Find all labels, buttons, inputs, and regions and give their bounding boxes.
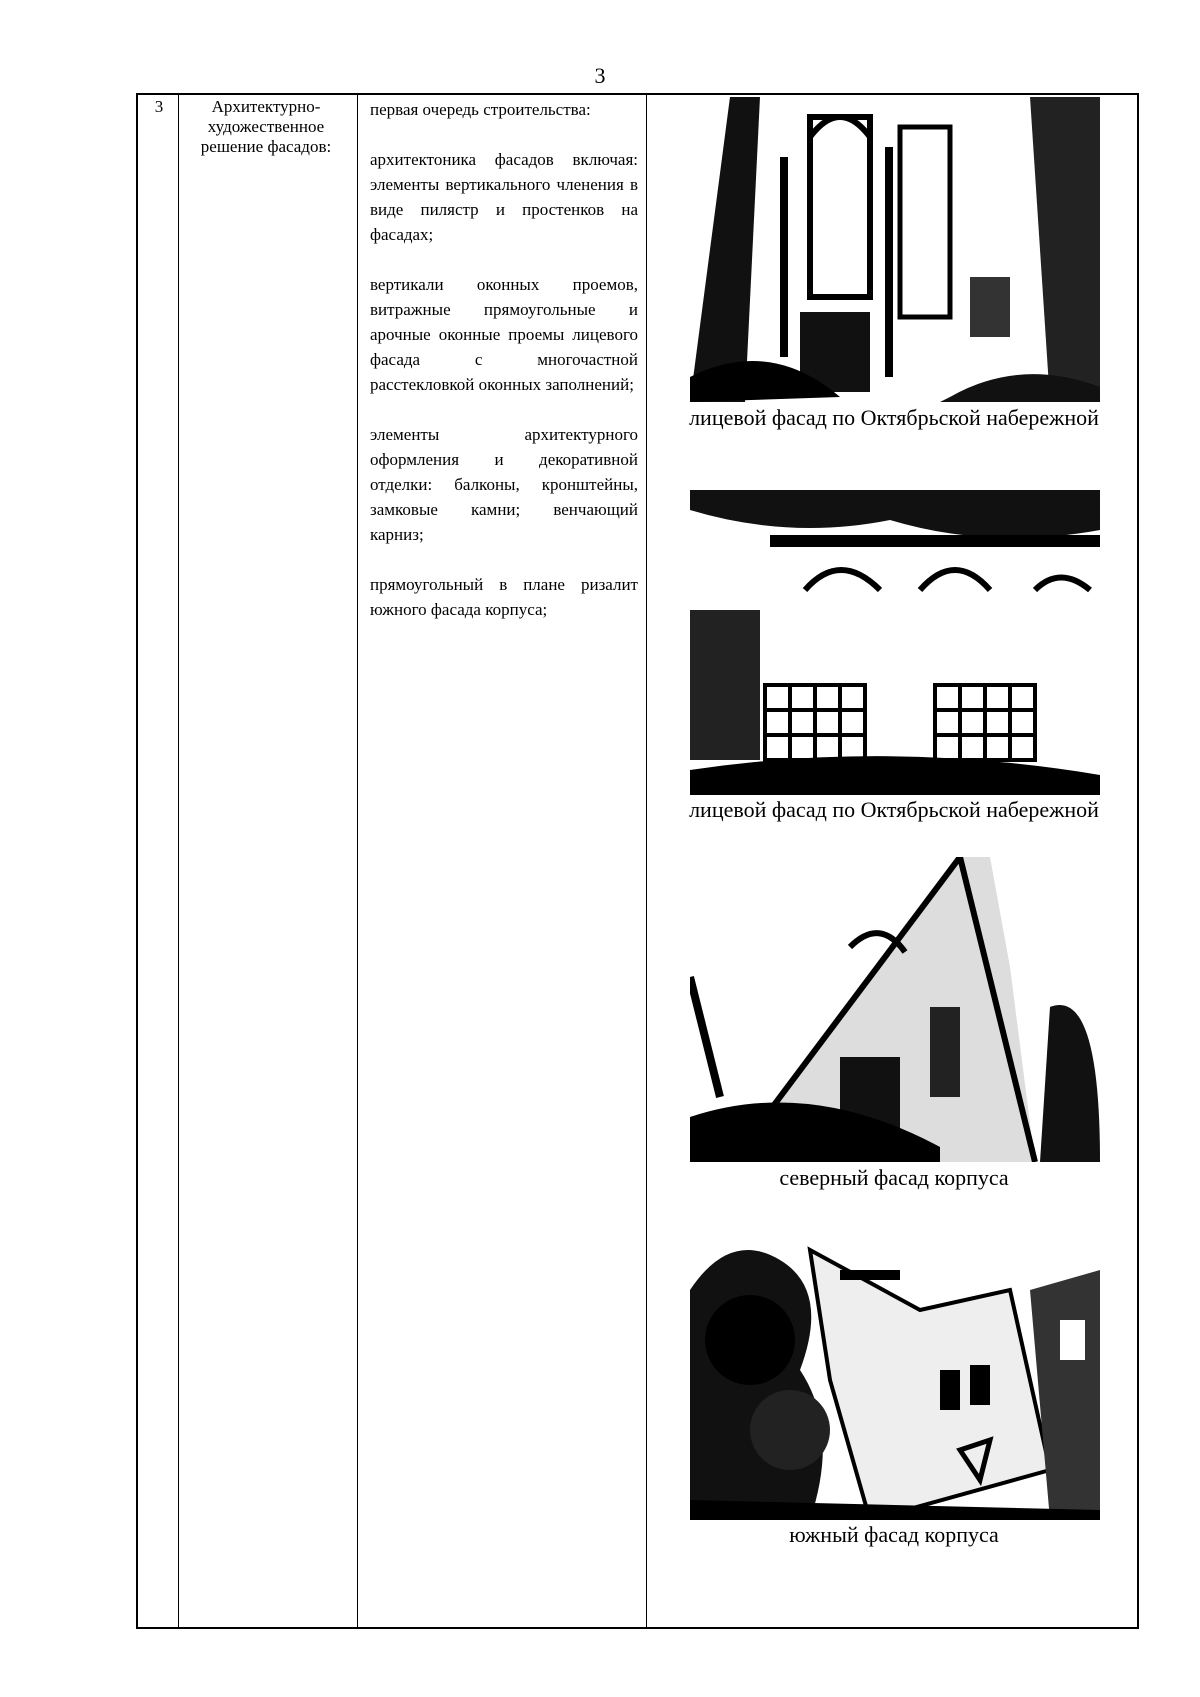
facade-photo [690, 97, 1100, 402]
description-paragraph: архитектоника фасадов включая: элементы вертикального членения в виде пилястр и простенков на фасадах; [370, 150, 638, 244]
description [370, 97, 638, 647]
photo-caption: южный фасад корпуса [789, 1522, 999, 1547]
section-name [180, 97, 352, 157]
row-number: 3 [154, 97, 164, 116]
section-name-line: Архитектурно- [211, 97, 321, 116]
page-number: 3 [594, 63, 606, 88]
section-name-line: художественное [207, 117, 325, 136]
photo-caption: северный фасад корпуса [779, 1165, 1009, 1190]
facade-photo [690, 857, 1100, 1162]
description-paragraph: прямоугольный в плане ризалит южного фасада корпуса; [370, 575, 638, 619]
description-paragraph: вертикали оконных проемов, витражные прямоугольные и арочные оконные проемы лицевого фасада с многочастной расстекловкой оконных заполнений; [370, 275, 638, 394]
facade-photo [690, 1230, 1100, 1520]
description-paragraph: элементы архитектурного оформления и декоративной отделки: балконы, кронштейны, замковые камни; венчающий карниз; [370, 425, 638, 544]
photo-caption: лицевой фасад по Октябрьской набережной [689, 797, 1099, 822]
column-divider [357, 93, 358, 1629]
facade-photo [690, 490, 1100, 795]
column-divider [646, 93, 647, 1629]
column-divider [178, 93, 179, 1629]
photo-caption: лицевой фасад по Октябрьской набережной [689, 405, 1099, 430]
description-paragraph: первая очередь строительства: [370, 100, 591, 119]
section-name-line: решение фасадов: [200, 137, 332, 156]
